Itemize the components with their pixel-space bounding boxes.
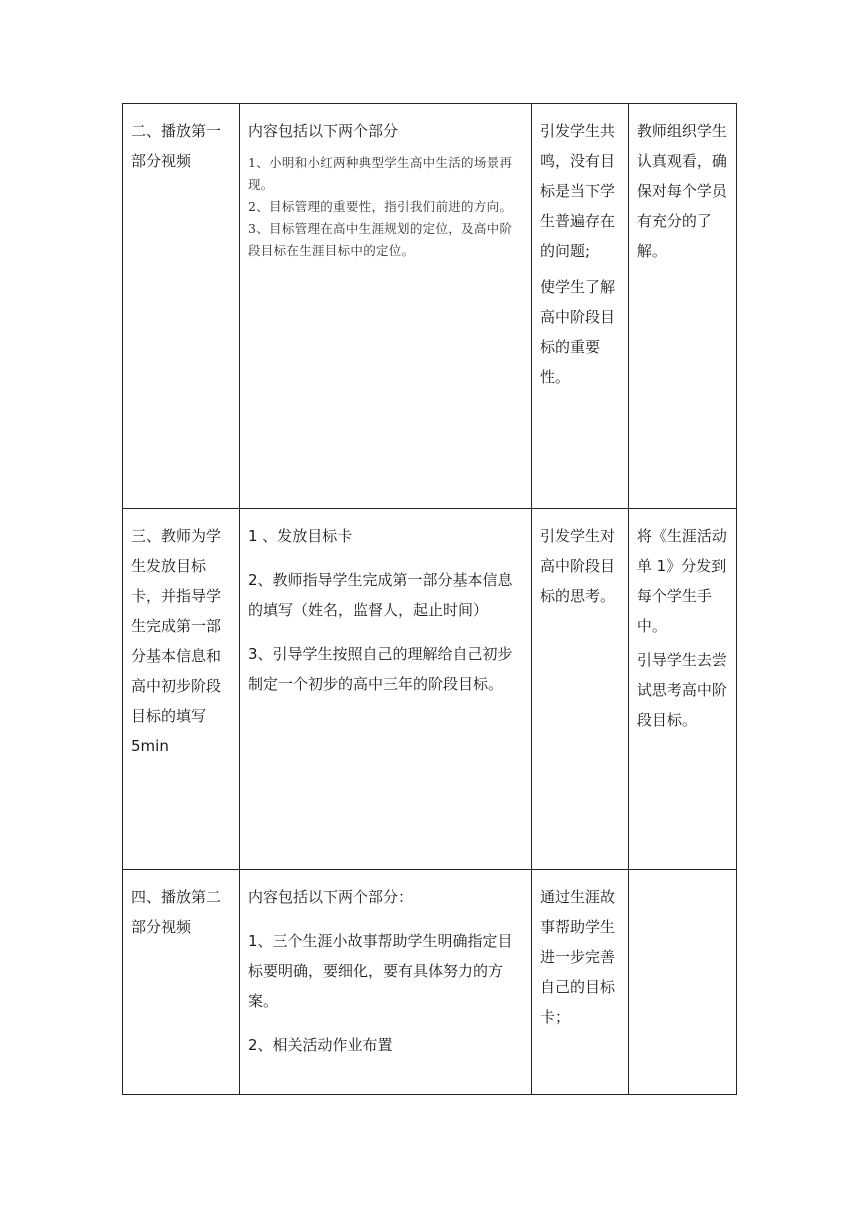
note-cell [628, 104, 736, 509]
note-cell [628, 509, 736, 870]
purpose-text: 引发学生对高中阶段目标的思考。 [539, 527, 615, 605]
purpose-cell [531, 104, 628, 509]
purpose-text: 使学生了解高中阶段目标的重要性。 [539, 278, 615, 386]
content-item: 1、小明和小红两种典型学生高中生活的场景再现。 [248, 155, 513, 192]
purpose-cell [531, 509, 628, 870]
step-text: 四、播放第二部分视频 [131, 888, 222, 936]
content-title: 内容包括以下两个部分 [248, 122, 399, 140]
note-text: 将《生涯活动单 1》分发到每个学生手中。 [636, 527, 727, 635]
step-time: 5min [131, 737, 169, 755]
purpose-cell [531, 870, 628, 1095]
lesson-plan-table [122, 103, 737, 1095]
content-item: 2、教师指导学生完成第一部分基本信息的填写（姓名，监督人，起止时间） [248, 571, 513, 619]
content-cell [240, 104, 532, 509]
content-cell [240, 509, 532, 870]
step-cell [123, 870, 240, 1095]
content-cell [240, 870, 532, 1095]
step-cell [123, 104, 240, 509]
step-text: 三、教师为学生发放目标卡，并指导学生完成第一部分基本信息和高中初步阶段目标的填写 [131, 527, 222, 725]
content-item: 内容包括以下两个部分： [248, 888, 414, 906]
content-item: 2、相关活动作业布置 [248, 1036, 393, 1054]
step-cell [123, 509, 240, 870]
content-item: 1、三个生涯小故事帮助学生明确指定目标要明确，要细化，要有具体努力的方案。 [248, 932, 513, 1010]
note-text: 引导学生去尝试思考高中阶段目标。 [636, 651, 727, 729]
purpose-text: 通过生涯故事帮助学生进一步完善自己的目标卡； [539, 888, 615, 1026]
table-row [123, 104, 737, 509]
content-item: 1 、发放目标卡 [248, 527, 353, 545]
table-row [123, 509, 737, 870]
content-item: 2、目标管理的重要性，指引我们前进的方向。 [248, 199, 513, 214]
note-cell [628, 870, 736, 1095]
step-text: 二、播放第一部分视频 [131, 122, 222, 170]
note-text: 教师组织学生认真观看，确保对每个学员有充分的了解。 [636, 122, 727, 260]
purpose-text: 引发学生共鸣，没有目标是当下学生普遍存在的问题; [539, 122, 615, 260]
table-row [123, 870, 737, 1095]
content-item: 3、目标管理在高中生涯规划的定位，及高中阶段目标在生涯目标中的定位。 [248, 221, 513, 258]
content-item: 3、引导学生按照自己的理解给自己初步制定一个初步的高中三年的阶段目标。 [248, 645, 513, 693]
